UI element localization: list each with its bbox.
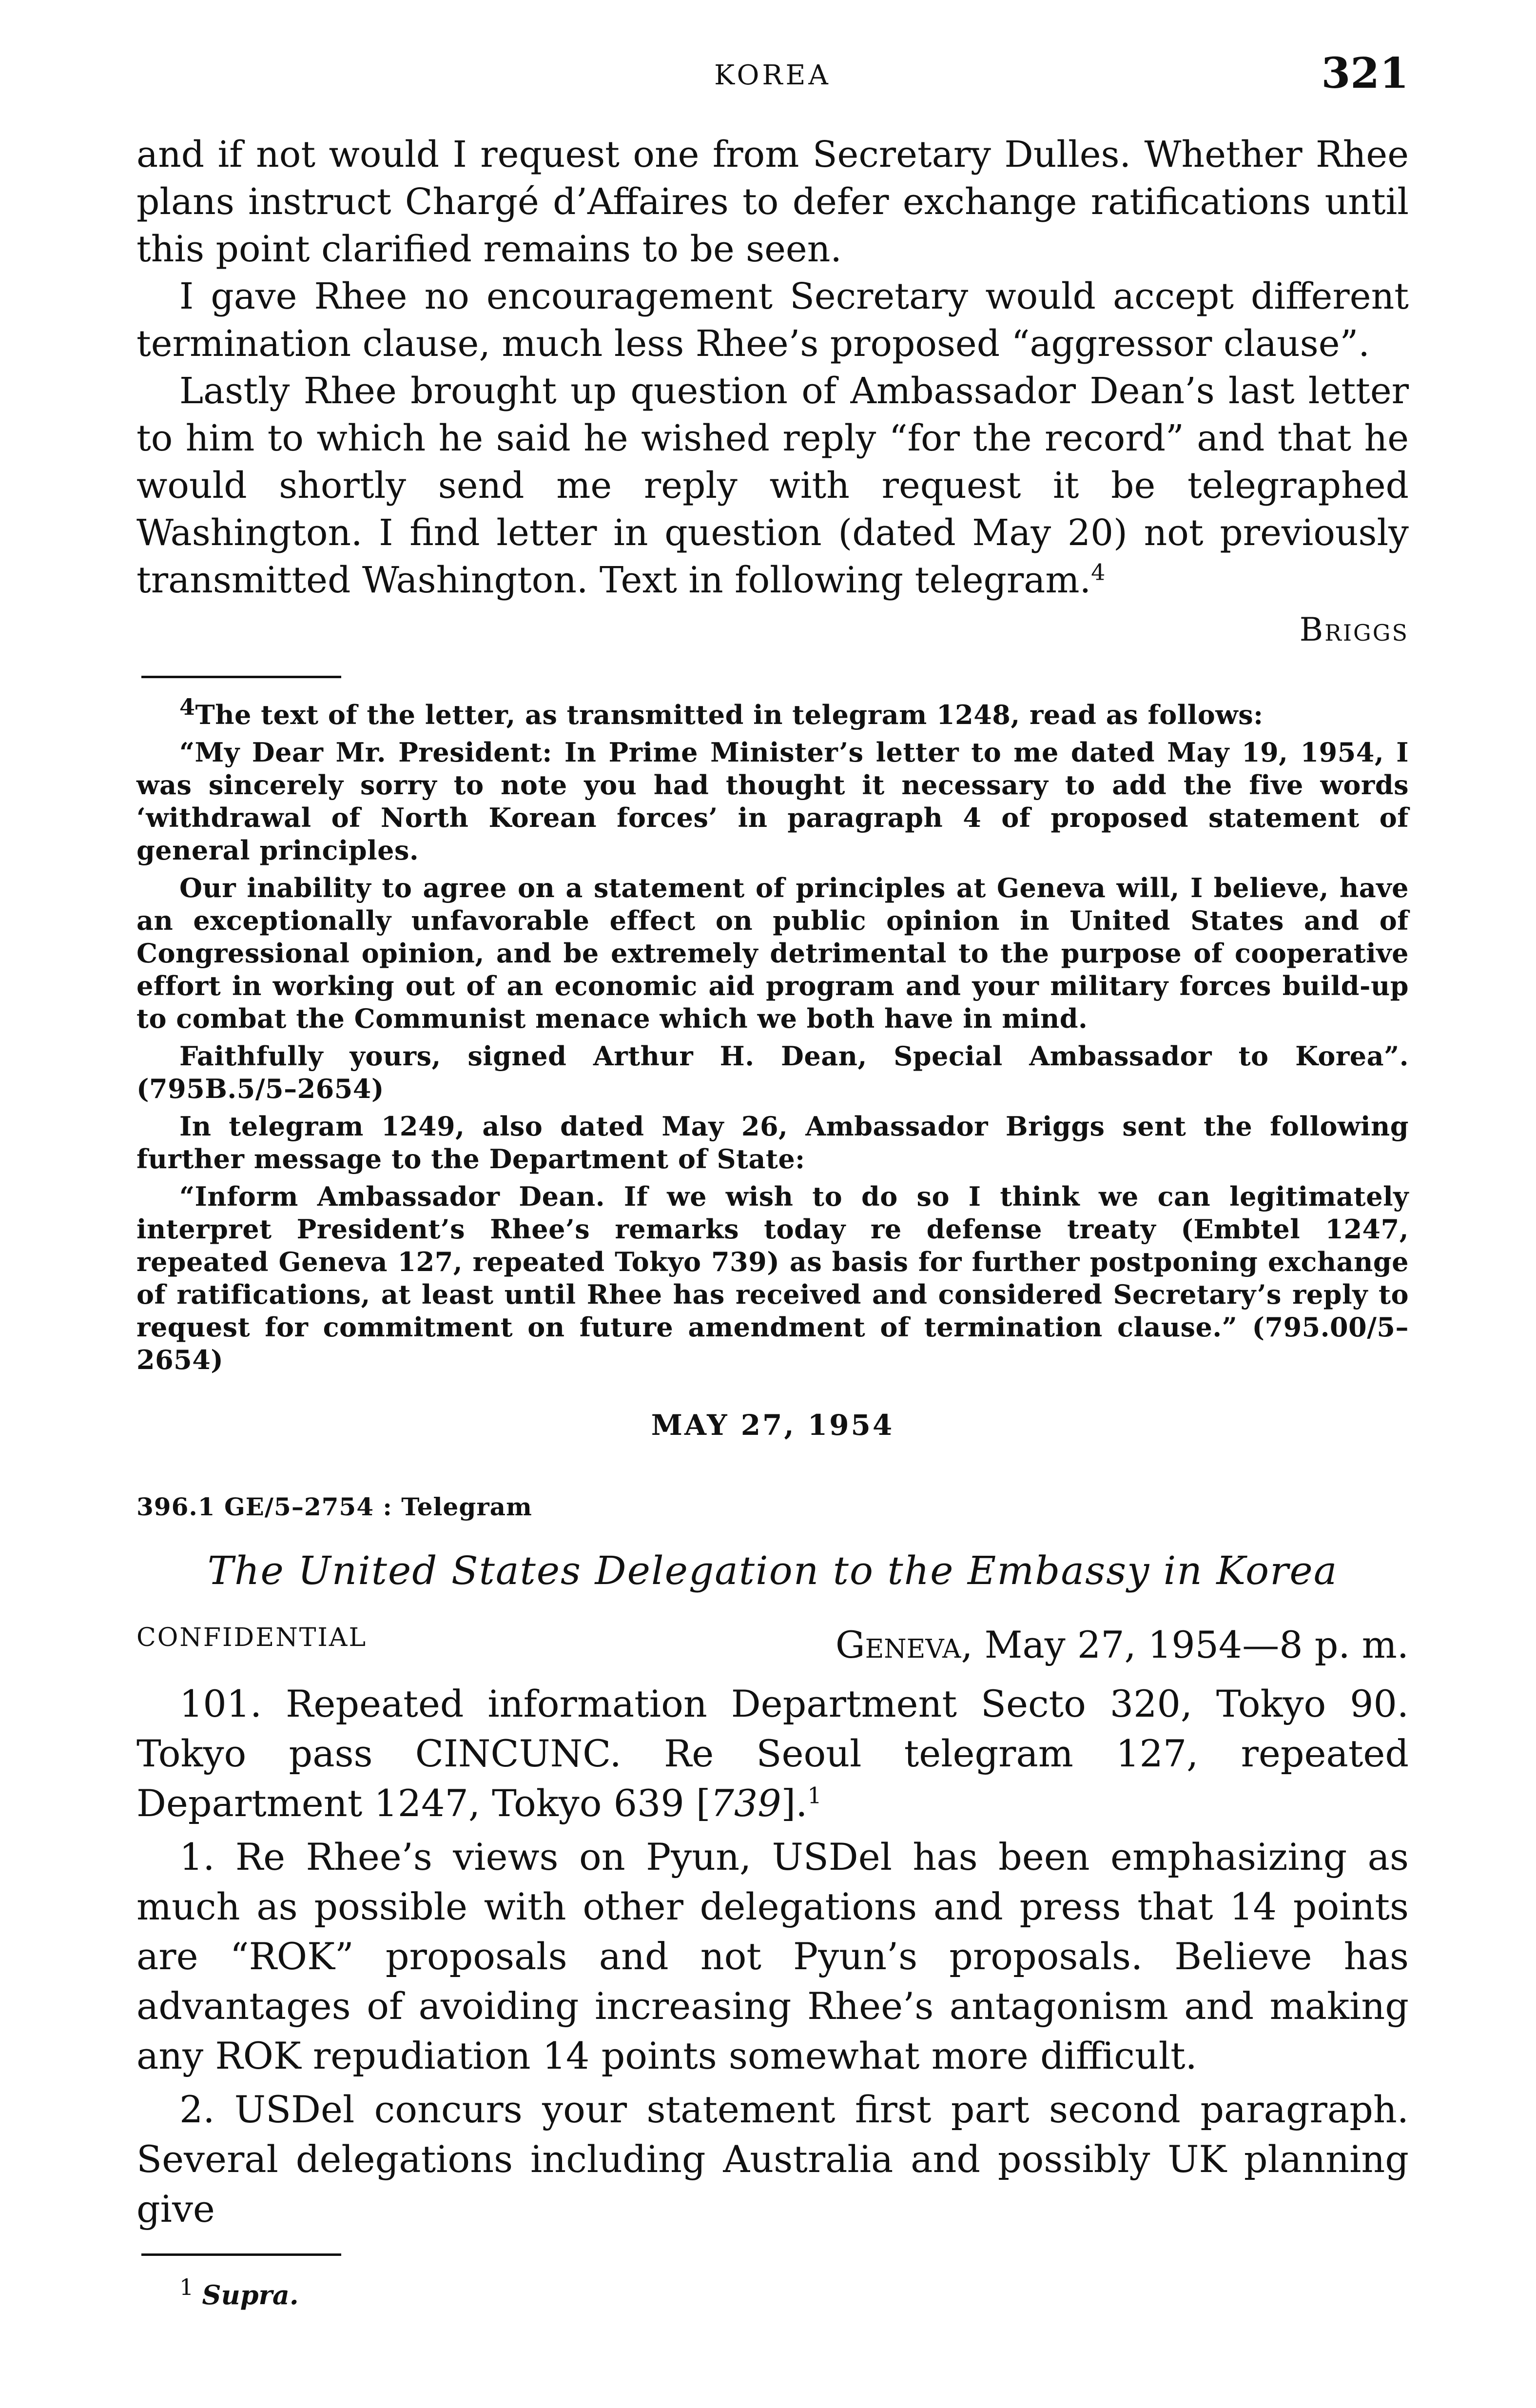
footnote-paragraph: In telegram 1249, also dated May 26, Ambassador Briggs sent the following further message to the Department of State:: [136, 1111, 1409, 1175]
classification: CONFIDENTIAL: [136, 1623, 367, 1652]
page-number: 321: [1321, 49, 1409, 98]
footnote-paragraph: “My Dear Mr. President: In Prime Minister’s letter to me dated May 19, 1954, I was sincerely sorry to note you had thought it necessary to add the five words ‘withdrawal of North Korean forces’ in paragraph 4 of proposed statement of general principles.: [136, 737, 1409, 866]
running-header: [136, 49, 1409, 102]
paragraph: and if not would I request one from Secretary Dulles. Whether Rhee plans instruct Chargé d’Affaires to defer exchange ratifications until this point clarified remains to be seen.: [136, 134, 1409, 270]
footnote-text: Supra.: [202, 2279, 299, 2310]
telegram-paragraph-text: 101. Repeated information Department Secto 320, Tokyo 90. Tokyo pass CINCUNC. Re Seoul telegram 127, repeated Department 1247, Tokyo 639 [: [136, 1682, 1409, 1825]
telegram-paragraph: 1. Re Rhee’s views on Pyun, USDel has been emphasizing as much as possible with other delegations and press that 14 points are “ROK” proposals and not Pyun’s proposals. Believe has advantages of avoiding increasing Rhee’s antagonism and making any ROK repudiation 14 points somewhat more difficult.: [136, 1835, 1409, 2077]
telegram-paragraph: [136, 1679, 1409, 1828]
telegram-body: [136, 1679, 1409, 2234]
footnote-intro: [136, 694, 1409, 731]
footnote-marker: 1: [179, 2274, 194, 2300]
footnote-paragraph: Our inability to agree on a statement of principles at Geneva will, I believe, have an exceptionally unfavorable effect on public opinion in United States and of Congressional opinion, and be extremely detrimental to the purpose of cooperative effort in working out of an economic aid program and your military forces build-up to combat the Communist menace which we both have in mind.: [136, 872, 1409, 1034]
telegram-paragraph-text: ].: [781, 1782, 808, 1825]
dateline: [836, 1621, 1409, 1668]
footnote-divider: [141, 676, 341, 678]
main-text: [136, 134, 1409, 2319]
footnote: [136, 694, 1409, 1376]
paragraph: I gave Rhee no encouragement Secretary would accept different termination clause, much less Rhee’s proposed “aggressor clause”.: [136, 275, 1409, 365]
paragraph-text: Lastly Rhee brought up question of Ambassador Dean’s last letter to him to which he said he wished reply “for the record” and that he would shortly send me reply with request it be telegraphed Washington. I find letter in question (dated May 20) not previously transmitted Washington. Text in following telegram.: [136, 370, 1409, 601]
footnote-marker: 4: [179, 694, 195, 720]
footnote-reference: 4: [1091, 559, 1106, 586]
signature: Briggs: [1299, 611, 1409, 648]
footnote-paragraph: “Inform Ambassador Dean. If we wish to do so I think we can legitimately interpret President’s Rhee’s remarks today re defense treaty (Embtel 1247, repeated Geneva 127, repeated Tokyo 739) as basis for further postponing exchange of ratifications, at least until Rhee has received and considered Secretary’s reply to request for commitment on future amendment of termination clause.” (795.00/5–2654): [136, 1181, 1409, 1375]
date-heading: MAY 27, 1954: [651, 1409, 894, 1442]
footnote-paragraph: Faithfully yours, signed Arthur H. Dean, Special Ambassador to Korea”. (795B.5/5–2654): [136, 1040, 1409, 1104]
footnote-intro-text: The text of the letter, as transmitted in telegram 1248, read as follows:: [195, 699, 1264, 730]
dateline-place: Geneva: [835, 1623, 961, 1666]
paragraph: [136, 368, 1409, 604]
footnote-reference: 1: [807, 1782, 822, 1809]
telegram-title: The United States Delegation to the Embassy in Korea: [207, 1548, 1338, 1593]
file-number: 396.1 GE/5–2754 : Telegram: [136, 1492, 532, 1521]
telegram-paragraph: 2. USDel concurs your statement first part second paragraph. Several delegations including Australia and possibly UK planning give: [136, 2088, 1409, 2231]
dateline-date: , May 27, 1954—8 p. m.: [961, 1623, 1409, 1666]
dateline-row: [136, 1615, 1409, 1668]
footnote: [179, 2271, 1409, 2319]
telegram-paragraph-italic: 739: [710, 1782, 781, 1825]
footnote-divider: [141, 2253, 341, 2256]
running-title: KOREA: [714, 59, 831, 91]
